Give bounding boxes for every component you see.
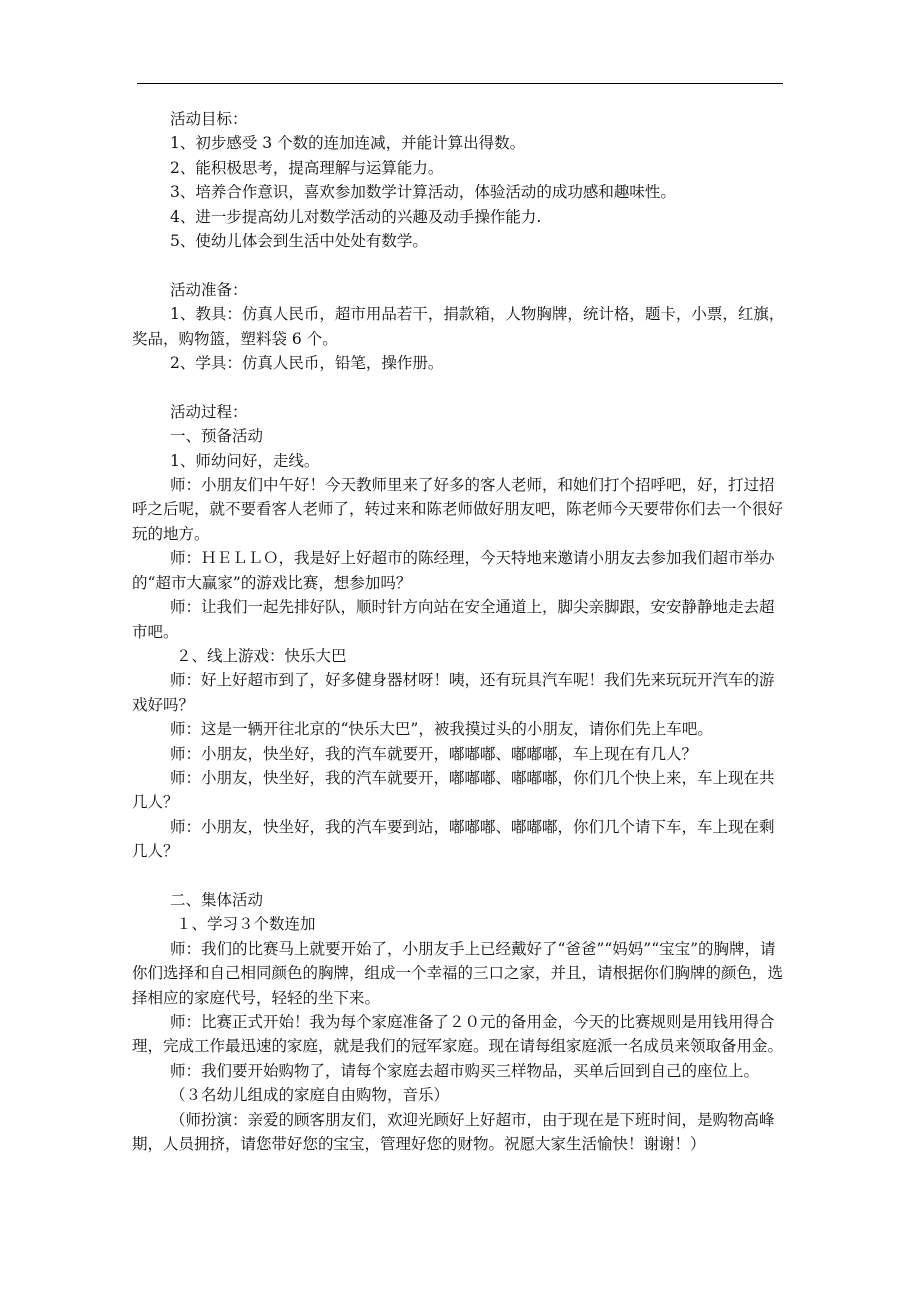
paragraph: （３名幼儿组成的家庭自由购物，音乐） bbox=[170, 1086, 450, 1105]
prep-heading: 活动准备： bbox=[170, 280, 248, 299]
paragraph: 师：小朋友，快坐好，我的汽车就要开，嘟嘟嘟、嘟嘟嘟，车上现在有几人？ bbox=[170, 744, 698, 763]
paragraph: 师：ＨＥＬＬＯ，我是好上好超市的陈经理，今天特地来邀请小朋友去参加我们超市举办的“超市大赢家”的游戏比赛，想参加吗？ bbox=[132, 549, 775, 592]
goal-item-5: 5、使幼儿体会到生活中处处有数学。 bbox=[170, 232, 428, 251]
paragraph: 师：好上好超市到了，好多健身器材呀！咦，还有玩具汽车呢！我们先来玩玩开汽车的游戏好吗？ bbox=[132, 671, 775, 714]
header-rule bbox=[137, 83, 783, 84]
goal-item-2: 2、能积极思考，提高理解与运算能力。 bbox=[170, 158, 444, 177]
goal-item-4: 4、进一步提高幼儿对数学活动的兴趣及动手操作能力. bbox=[170, 207, 542, 226]
prep-item-1: 1、教具：仿真人民币，超市用品若干，捐款箱，人物胸牌，统计格，题卡，小票，红旗，奖品，购物篮，塑料袋 6 个。 bbox=[132, 305, 785, 348]
document-body bbox=[132, 107, 785, 1156]
paragraph: 师：小朋友们中午好！今天教师里来了好多的客人老师，和她们打个招呼吧，好，打过招呼之后呢，就不要看客人老师了，转过来和陈老师做好朋友吧，陈老师今天要带你们去一个很好玩的地方。 bbox=[132, 476, 784, 543]
paragraph: 师：我们要开始购物了，请每个家庭去超市购买三样物品，买单后回到自己的座位上。 bbox=[170, 1061, 760, 1080]
prep-item-2: 2、学具：仿真人民币，铅笔，操作册。 bbox=[170, 354, 444, 373]
spacer bbox=[170, 253, 785, 277]
paragraph: 师：小朋友，快坐好，我的汽车要到站，嘟嘟嘟、嘟嘟嘟，你们几个请下车，车上现在剩几人？ bbox=[132, 817, 775, 861]
paragraph: 师：比赛正式开始！我为每个家庭准备了２０元的备用金，今天的比赛规则是用钱用得合理，完成工作最迅速的家庭，就是我们的冠军家庭。现在请每组家庭派一名成员来领取备用金。 bbox=[132, 1012, 784, 1056]
paragraph: 师：小朋友，快坐好，我的汽车就要开，嘟嘟嘟、嘟嘟嘟，你们几个快上来，车上现在共几人？ bbox=[132, 768, 775, 812]
paragraph: 师：这是一辆开往北京的“快乐大巴”，被我摸过头的小朋友，请你们先上车吧。 bbox=[170, 720, 713, 739]
goals-heading: 活动目标： bbox=[170, 110, 248, 128]
section2-title: 二、集体活动 bbox=[170, 890, 264, 909]
paragraph: 师：让我们一起先排好队，顺时针方向站在安全通道上，脚尖亲脚跟，安安静静地走去超市吧。 bbox=[132, 598, 775, 641]
paragraph: 师：我们的比赛马上就要开始了，小朋友手上已经戴好了“爸爸”“妈妈”“宝宝”的胸牌，请你们选择和自己相同颜色的胸牌，组成一个幸福的三口之家，并且，请根据你们胸牌的颜色，选择相应的家庭代号，轻轻的坐下来。 bbox=[132, 939, 784, 1007]
section1-sub1: 1、师幼问好，走线。 bbox=[170, 451, 320, 470]
paragraph: （师扮演：亲爱的顾客朋友们，欢迎光顾好上好超市，由于现在是下班时间，是购物高峰期，人员拥挤，请您带好您的宝宝，管理好您的财物。祝愿大家生活愉快！谢谢！） bbox=[132, 1110, 775, 1154]
section1-title: 一、预备活动 bbox=[170, 427, 264, 446]
spacer bbox=[170, 864, 785, 888]
process-heading: 活动过程： bbox=[170, 402, 248, 421]
section2-sub1: １、学习３个数连加 bbox=[176, 915, 316, 934]
goal-item-1: 1、初步感受 3 个数的连加连减，并能计算出得数。 bbox=[170, 134, 526, 153]
goal-item-3: 3、培养合作意识，喜欢参加数学计算活动，体验活动的成功感和趣味性。 bbox=[170, 183, 676, 202]
spacer bbox=[170, 375, 785, 399]
section1-sub2: ２、线上游戏：快乐大巴 bbox=[176, 646, 347, 665]
